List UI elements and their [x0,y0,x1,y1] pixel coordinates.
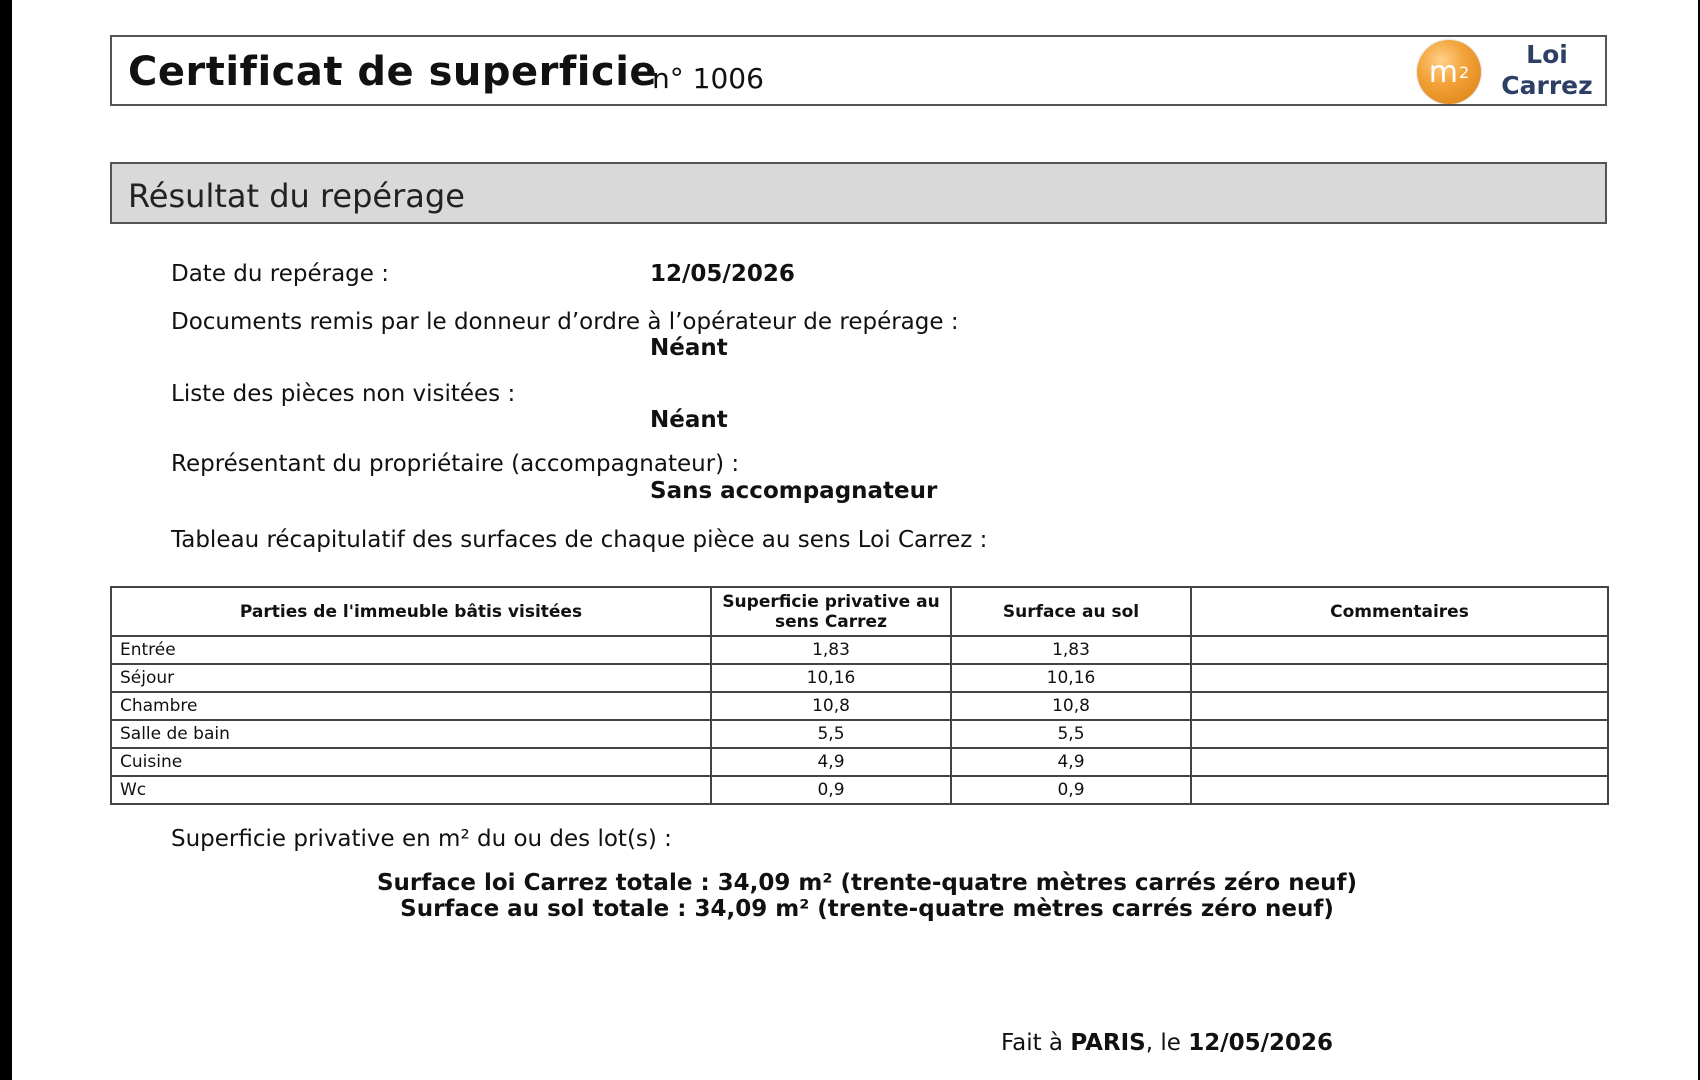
column-header-commentaires: Commentaires [1191,587,1608,636]
document-title: Certificat de superficie [128,49,658,95]
room-comment [1191,636,1608,664]
room-carrez: 4,9 [711,748,951,776]
table-row [111,636,1608,664]
surfaces-table [110,586,1609,805]
room-sol: 4,9 [951,748,1191,776]
room-name: Wc [111,776,711,804]
room-carrez: 5,5 [711,720,951,748]
room-carrez: 10,16 [711,664,951,692]
table-row [111,776,1608,804]
section-header [110,162,1607,224]
sol-total: Surface au sol totale : 34,09 m² (trente-quatre mètres carrés zéro neuf) [400,896,1334,922]
table-row [111,664,1608,692]
table-row [111,720,1608,748]
carrez-total: Surface loi Carrez totale : 34,09 m² (trente-quatre mètres carrés zéro neuf) [376,870,1358,896]
signoff-line: Fait à PARIS, le 12/05/2026 [1001,1030,1334,1056]
signoff-date: 12/05/2026 [1188,1030,1334,1056]
signoff-city: PARIS [1070,1030,1146,1056]
room-name: Séjour [111,664,711,692]
room-sol: 0,9 [951,776,1191,804]
table-header-row [111,587,1608,636]
room-comment [1191,692,1608,720]
tableau-label: Tableau récapitulatif des surfaces de chaque pièce au sens Loi Carrez : [171,527,988,553]
certificate-header [110,35,1607,106]
room-name: Cuisine [111,748,711,776]
room-comment [1191,776,1608,804]
room-name: Chambre [111,692,711,720]
pieces-label: Liste des pièces non visitées : [171,381,516,407]
room-comment [1191,664,1608,692]
room-sol: 5,5 [951,720,1191,748]
room-carrez: 10,8 [711,692,951,720]
date-label: Date du repérage : [171,261,389,287]
documents-label: Documents remis par le donneur d’ordre à l’opérateur de repérage : [171,309,959,335]
room-comment [1191,720,1608,748]
room-sol: 1,83 [951,636,1191,664]
column-header-carrez: Superficie privative au sens Carrez [711,587,951,636]
representant-value: Sans accompagnateur [650,478,938,504]
document-page [12,0,1698,1080]
room-name: Salle de bain [111,720,711,748]
section-title: Résultat du repérage [128,177,465,215]
room-carrez: 0,9 [711,776,951,804]
column-header-parties: Parties de l'immeuble bâtis visitées [111,587,711,636]
representant-label: Représentant du propriétaire (accompagnateur) : [171,451,740,477]
room-sol: 10,16 [951,664,1191,692]
certificate-number: n° 1006 [652,62,764,95]
room-sol: 10,8 [951,692,1191,720]
loi-carrez-logo-text: Loi Carrez [1501,40,1593,100]
pieces-value: Néant [650,407,728,433]
table-row [111,748,1608,776]
table-row [111,692,1608,720]
summary-label: Superficie privative en m² du ou des lot(s) : [171,826,672,852]
column-header-sol: Surface au sol [951,587,1191,636]
room-comment [1191,748,1608,776]
documents-value: Néant [650,335,728,361]
room-name: Entrée [111,636,711,664]
date-value: 12/05/2026 [650,261,795,287]
m2-logo-icon: m 2 [1417,40,1481,104]
room-carrez: 1,83 [711,636,951,664]
